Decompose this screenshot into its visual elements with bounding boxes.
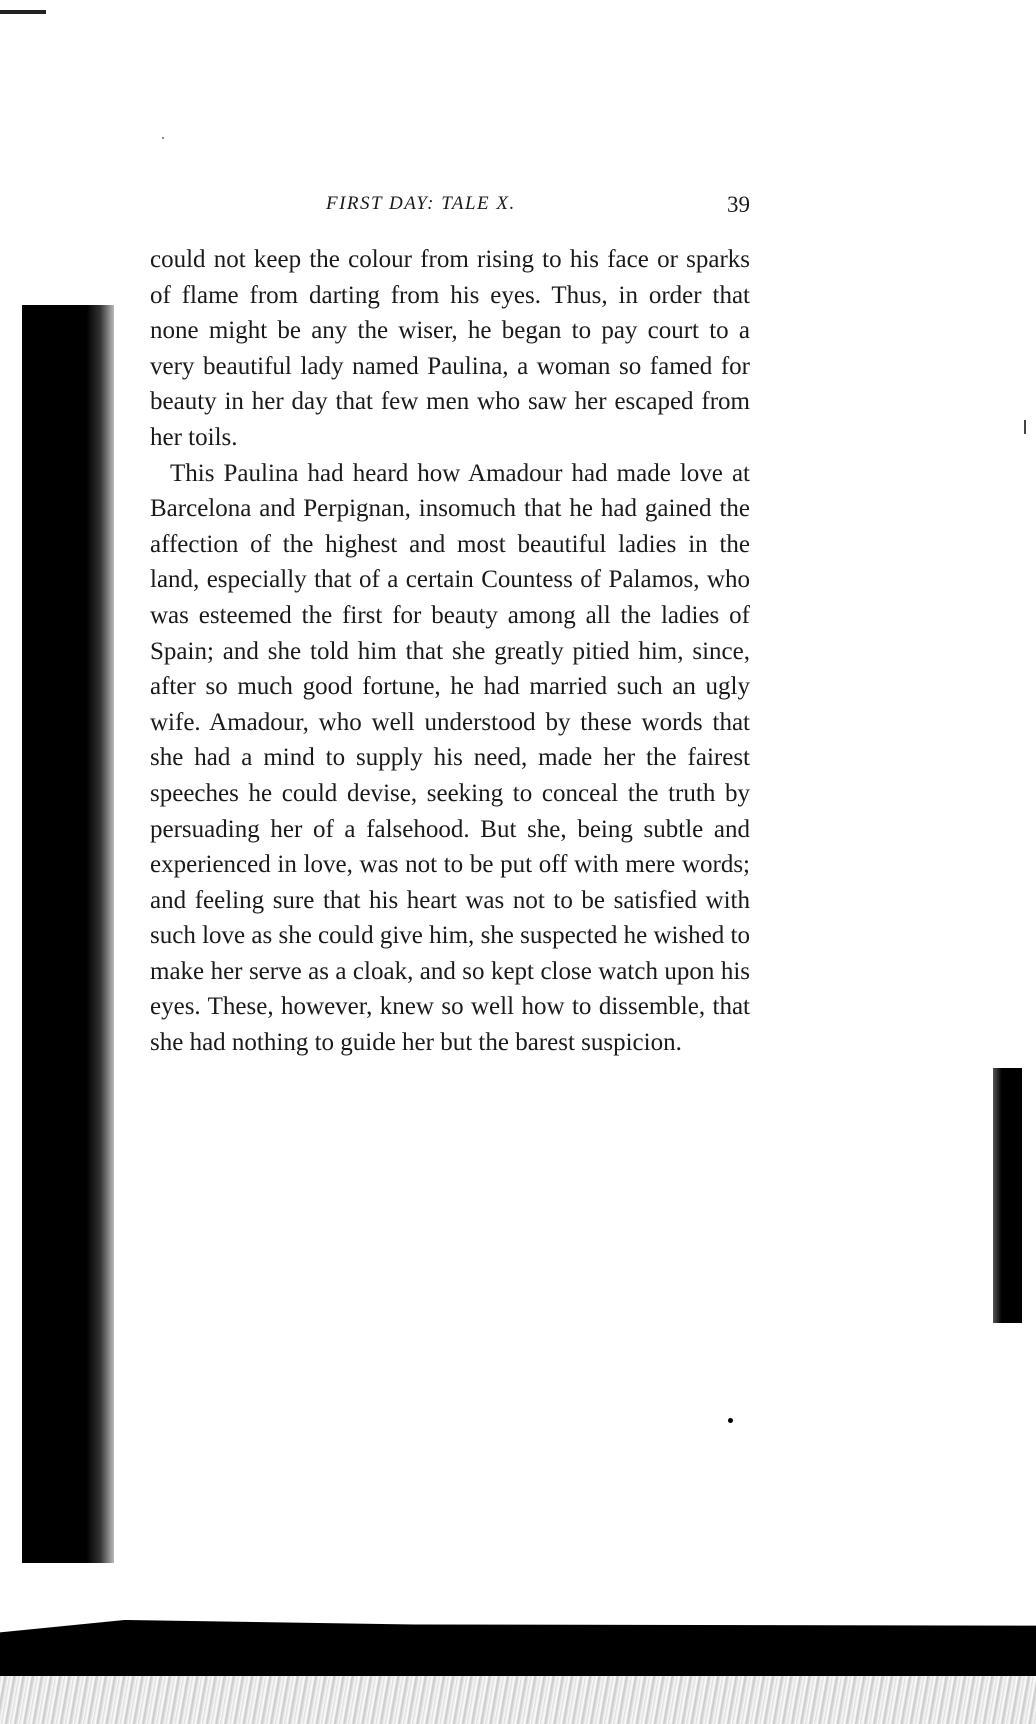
scan-speck — [162, 137, 164, 139]
paragraph-2: This Paulina had heard how Amadour had made love at Barcelona and Perpignan, insomuch that he had gained the affection of the highest and most beautiful ladies in the land, especially that of a certain Countess of Palamos, who was esteemed the first for beauty among all the ladies of Spain; and she told him that she greatly pitied him, since, after so much good fortune, he had married such an ugly wife. Amadour, who well understood by these words that she had a mind to supply his need, made her the fairest speeches he could devise, seeking to conceal the truth by persuading her of a falsehood. But she, being subtle and experienced in love, was not to be put off with mere words; and feeling sure that his heart was not to be satisfied with such love as she could give him, she suspected he wished to make her serve as a cloak, and so kept close watch upon his eyes. These, however, knew so well how to dissemble, that she had nothing to guide her but the barest suspicion. — [150, 459, 750, 1057]
body-text — [150, 242, 750, 1061]
scan-shadow-bottom — [0, 1620, 1036, 1676]
scan-shadow-right — [993, 1068, 1022, 1323]
paragraph-1: could not keep the colour from rising to his face or sparks of flame from darting from his eyes. Thus, in order that none might be any the wiser, he began to pay court to a very beautiful lady named Paulina, a woman so famed for beauty in her day that few men who saw her escaped from her toils. — [150, 246, 750, 451]
scan-noise-bottom — [0, 1676, 1036, 1724]
running-title: FIRST DAY: TALE X. — [326, 193, 516, 214]
scan-speck — [728, 1418, 733, 1423]
scan-speck — [1024, 420, 1026, 434]
running-head — [150, 190, 750, 230]
scan-shadow-left — [22, 305, 114, 1563]
scan-edge-mark-top — [0, 10, 46, 14]
page-number: 39 — [727, 192, 750, 217]
